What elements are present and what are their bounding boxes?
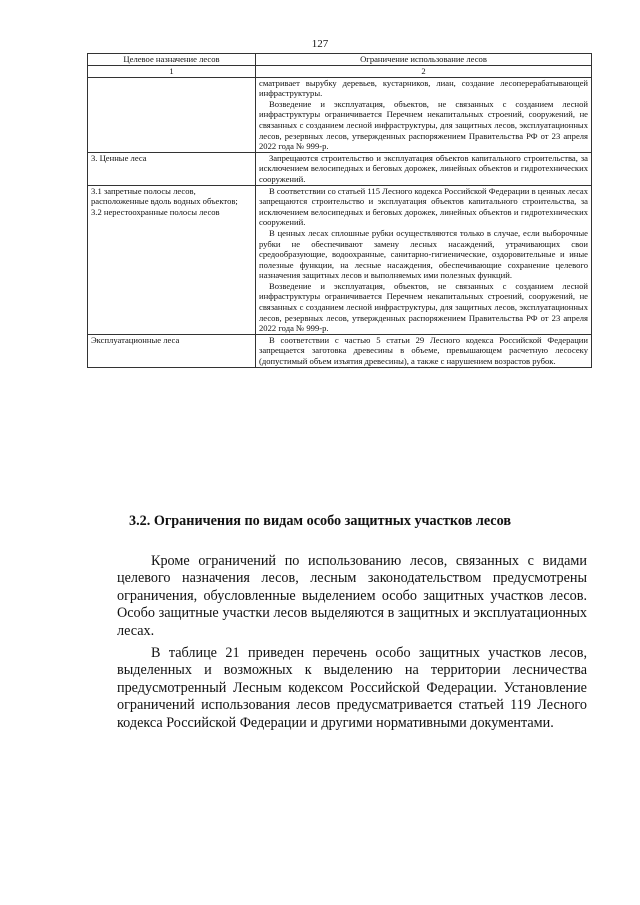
restriction-paragraph: Запрещаются строительство и эксплуатация объектов капитального строительства, за исключением велосипедных и беговых дорожек, линейных объектов и гидротехнических сооружений. bbox=[259, 152, 588, 184]
purpose-text: 3.2 нерестоохранные полосы лесов bbox=[91, 206, 220, 217]
table-row bbox=[88, 152, 592, 185]
restriction-paragraph: Возведение и эксплуатация, объектов, не связанных с созданием лесной инфраструктуры ограничивается Перечнем некапитальных строений, сооружений, не связанных с созданием лесной инфраструктуры, для защитных лесов, эксплуатационных лесов, резервных лесов, утвержденных распоряжением Правительства РФ от 23 апреля 2022 года № 999-р. bbox=[259, 280, 588, 334]
cell-restriction bbox=[256, 185, 592, 334]
restriction-paragraph: Возведение и эксплуатация, объектов, не связанных с созданием лесной инфраструктуры ограничивается Перечнем некапитальных строений, сооружений, не связанных с созданием лесной инфраструктуры, для защитных лесов, эксплуатационных лесов, резервных лесов, утвержденных распоряжением Правительства РФ от 23 апреля 2022 года № 999-р. bbox=[259, 98, 588, 152]
restriction-paragraph: В ценных лесах сплошные рубки осуществляются только в случае, если выборочные рубки не обеспечивают замену лесных насаждений, утрачивающих свои средообразующие, водоохранные, санитарно-гигиенические, оздоровительные и иные полезные функции, на лесные насаждения, обеспечивающие сохранение целевого назначения защитных лесов и выполняемых ими полезных функций. bbox=[259, 227, 588, 281]
cell-restriction bbox=[256, 152, 592, 185]
table-column-number-row bbox=[88, 66, 592, 78]
section-heading: 3.2. Ограничения по видам особо защитных участков лесов bbox=[128, 513, 511, 529]
cell-restriction bbox=[256, 334, 592, 367]
table-header-row bbox=[88, 54, 592, 66]
cell-restriction bbox=[256, 77, 592, 152]
page-number: 127 bbox=[311, 38, 329, 50]
body-paragraph: В таблице 21 приведен перечень особо защитных участков лесов, выделенных и возможных к выделению на территории лесничества предусмотренный Лесным кодексом Российской Федерации. Установление ограничений использования лесов предусматривается статьей 119 Лесного кодекса Российской Федерации и другими нормативными документами. bbox=[117, 645, 587, 731]
table-row bbox=[88, 185, 592, 334]
restriction-paragraph: сматривает вырубку деревьев, кустарников, лиан, создание лесоперерабатывающей инфраструктуры. bbox=[259, 77, 588, 99]
column-header-purpose: Целевое назначение лесов bbox=[88, 54, 256, 66]
table-row bbox=[88, 77, 592, 152]
table-row bbox=[88, 334, 592, 367]
column-number-2: 2 bbox=[256, 66, 592, 78]
column-header-restriction: Ограничение использование лесов bbox=[256, 54, 592, 66]
table-body bbox=[88, 77, 592, 367]
purpose-text: 3. Ценные леса bbox=[91, 152, 147, 163]
purpose-text: 3.1 запретные полосы лесов, расположенные вдоль водных объектов; bbox=[91, 185, 238, 207]
purpose-text: Эксплуатационные леса bbox=[91, 334, 180, 345]
cell-purpose bbox=[88, 334, 256, 367]
section-body bbox=[117, 553, 587, 737]
column-number-1: 1 bbox=[88, 66, 256, 78]
cell-purpose bbox=[88, 185, 256, 334]
body-paragraph: Кроме ограничений по использованию лесов, связанных с видами целевого назначения лесов, лесным законодательством предусмотрены ограничения, обусловленные выделением особо защитных участков лесов. Особо защитные участки лесов выделяются в защитных и эксплуатационных лесах. bbox=[117, 553, 587, 639]
restrictions-table bbox=[87, 53, 592, 368]
cell-purpose bbox=[88, 77, 256, 152]
cell-purpose bbox=[88, 152, 256, 185]
restriction-paragraph: В соответствии со статьей 115 Лесного кодекса Российской Федерации в ценных лесах запрещаются строительство и эксплуатация объектов капитального строительства, за исключением велосипедных и беговых дорожек, линейных объектов и гидротехнических сооружений. bbox=[259, 185, 588, 228]
restriction-paragraph: В соответствии с частью 5 статьи 29 Лесного кодекса Российской Федерации запрещается заготовка древесины в объеме, превышающем расчетную лесосеку (допустимый объем изъятия древесины), а также с нарушением возрастов рубок. bbox=[259, 334, 588, 367]
